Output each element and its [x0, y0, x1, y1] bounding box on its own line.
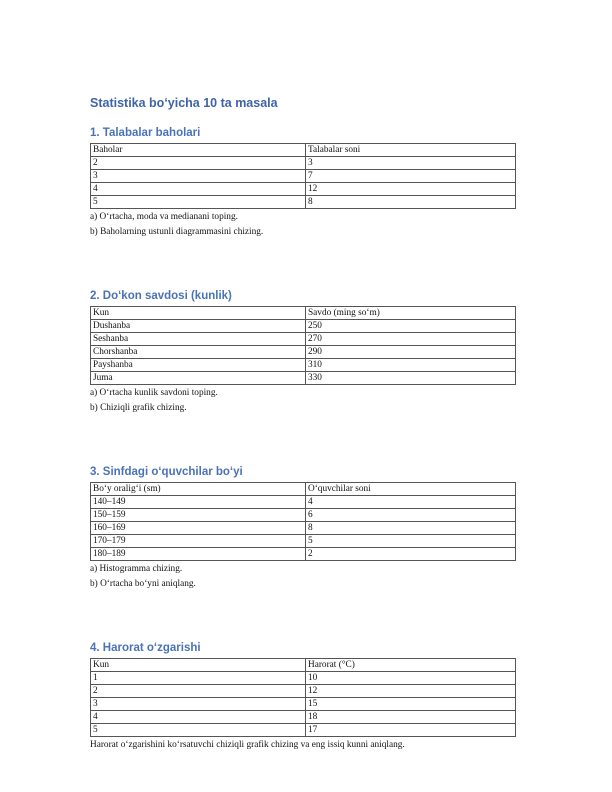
table-row: [91, 522, 516, 535]
table-row: [91, 535, 516, 548]
table-row: [91, 183, 516, 196]
data-table: [90, 143, 516, 209]
table-cell: 7: [306, 170, 516, 183]
section-title: 2. Do‘kon savdosi (kunlik): [90, 290, 232, 302]
table-header-row: [91, 144, 516, 157]
column-header: O‘quvchilar soni: [306, 483, 516, 496]
table-cell: 170–179: [91, 535, 306, 548]
table-cell: 12: [306, 685, 516, 698]
table-row: [91, 672, 516, 685]
document-title: Statistika bo‘yicha 10 ta masala: [90, 96, 278, 110]
table-cell: 10: [306, 672, 516, 685]
table-row: [91, 196, 516, 209]
task-text: a) O‘rtacha, moda va medianani toping.: [90, 212, 238, 222]
table-row: [91, 170, 516, 183]
section-4: [90, 641, 516, 752]
table-row: [91, 548, 516, 561]
task-text: b) Baholarning ustunli diagrammasini chizing.: [90, 227, 264, 237]
task-text: b) O‘rtacha bo‘yni aniqlang.: [90, 579, 196, 589]
table-cell: 4: [91, 183, 306, 196]
table-cell: 17: [306, 724, 516, 737]
table-cell: 4: [91, 711, 306, 724]
column-header: Kun: [91, 307, 306, 320]
task-text: a) Histogramma chizing.: [90, 564, 183, 574]
table-cell: 2: [91, 157, 306, 170]
table-cell: 5: [306, 535, 516, 548]
table-cell: 8: [306, 196, 516, 209]
section-2: [90, 289, 516, 415]
table-row: [91, 346, 516, 359]
table-cell: 1: [91, 672, 306, 685]
data-table: [90, 658, 516, 737]
column-header: Savdo (ming so‘m): [306, 307, 516, 320]
table-cell: 5: [91, 724, 306, 737]
table-header-row: [91, 307, 516, 320]
sections-container: [90, 126, 516, 752]
table-cell: 180–189: [91, 548, 306, 561]
column-header: Baholar: [91, 144, 306, 157]
data-table: [90, 306, 516, 385]
table-cell: 8: [306, 522, 516, 535]
table-cell: 15: [306, 698, 516, 711]
table-cell: 3: [306, 157, 516, 170]
table-row: [91, 711, 516, 724]
section-1: [90, 126, 516, 239]
table-cell: 6: [306, 509, 516, 522]
table-row: [91, 496, 516, 509]
table-cell: 5: [91, 196, 306, 209]
table-row: [91, 320, 516, 333]
table-row: [91, 509, 516, 522]
table-cell: Chorshanba: [91, 346, 306, 359]
table-cell: 2: [306, 548, 516, 561]
table-cell: 330: [306, 372, 516, 385]
table-cell: 150–159: [91, 509, 306, 522]
table-cell: 310: [306, 359, 516, 372]
table-cell: Dushanba: [91, 320, 306, 333]
table-row: [91, 724, 516, 737]
table-cell: 3: [91, 170, 306, 183]
table-row: [91, 685, 516, 698]
task-text: b) Chiziqli grafik chizing.: [90, 403, 187, 413]
table-cell: 290: [306, 346, 516, 359]
column-header: Harorat (°C): [306, 659, 516, 672]
table-cell: 4: [306, 496, 516, 509]
table-header-row: [91, 659, 516, 672]
data-table: [90, 482, 516, 561]
table-row: [91, 698, 516, 711]
table-cell: 270: [306, 333, 516, 346]
table-cell: Payshanba: [91, 359, 306, 372]
table-header-row: [91, 483, 516, 496]
task-text: Harorat o‘zgarishini ko‘rsatuvchi chiziqli grafik chizing va eng issiq kunni aniqlang.: [90, 740, 405, 750]
section-title: 4. Harorat o‘zgarishi: [90, 642, 201, 654]
table-row: [91, 372, 516, 385]
column-header: Talabalar soni: [306, 144, 516, 157]
table-cell: 3: [91, 698, 306, 711]
table-cell: Juma: [91, 372, 306, 385]
table-cell: Seshanba: [91, 333, 306, 346]
table-cell: 2: [91, 685, 306, 698]
column-header: Kun: [91, 659, 306, 672]
table-row: [91, 333, 516, 346]
table-row: [91, 157, 516, 170]
section-title: 3. Sinfdagi o‘quvchilar bo‘yi: [90, 466, 243, 478]
table-cell: 12: [306, 183, 516, 196]
table-row: [91, 359, 516, 372]
document-page: [90, 96, 516, 752]
table-cell: 18: [306, 711, 516, 724]
table-cell: 160–169: [91, 522, 306, 535]
table-cell: 250: [306, 320, 516, 333]
section-title: 1. Talabalar baholari: [90, 127, 201, 139]
table-cell: 140–149: [91, 496, 306, 509]
column-header: Bo‘y oralig‘i (sm): [91, 483, 306, 496]
task-text: a) O‘rtacha kunlik savdoni toping.: [90, 388, 218, 398]
section-3: [90, 465, 516, 591]
